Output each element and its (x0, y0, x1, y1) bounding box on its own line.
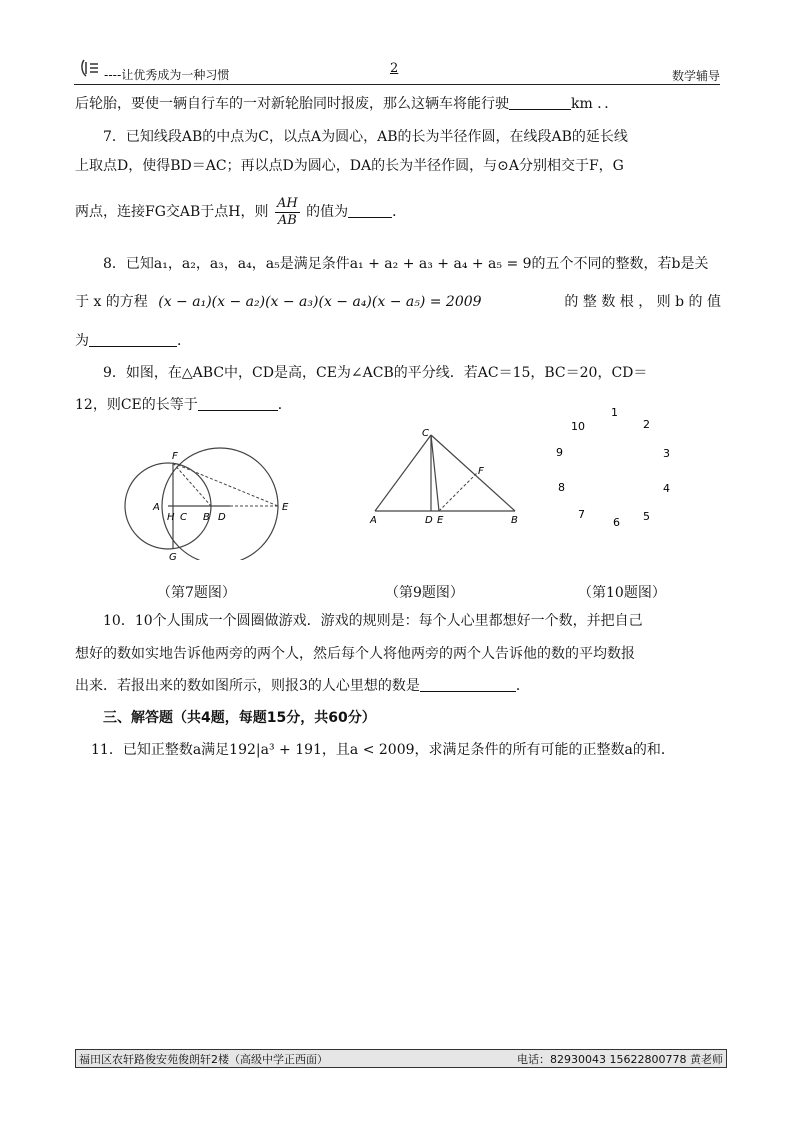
header-rule (74, 84, 720, 85)
caption-figure-7: （第7题图） (157, 585, 236, 601)
figure-10 (545, 400, 685, 535)
fig10-number: 9 (556, 446, 563, 459)
problem-10-line-1: 10．10个人围成一个圆圈做游戏．游戏的规则是：每个人心里都想好一个数，并把自己 (103, 613, 643, 629)
unit-text: km ．． (571, 96, 619, 112)
fig10-number: 4 (663, 482, 670, 495)
fig7-label: B (203, 512, 210, 523)
header-slogan: ----让优秀成为一种习惯 (104, 68, 230, 82)
fig10-number: 10 (571, 420, 585, 433)
school-logo (78, 58, 102, 78)
fig10-number: 1 (611, 406, 618, 419)
problem-8-line-1: 8．已知a₁，a₂，a₃，a₄，a₅是满足条件a₁ + a₂ + a₃ + a₄ + a₅ = 9的五个不同的整数，若b是关 (103, 256, 709, 272)
fig7-label: F (172, 451, 178, 462)
fig9-label: A (370, 515, 377, 525)
footer-bar (75, 1049, 727, 1068)
fig7-label: G (169, 552, 177, 560)
fig7-label: E (282, 502, 289, 513)
line-text: 12，则CE的长等于 (75, 397, 198, 413)
fig9-label: D (425, 515, 433, 525)
answer-blank (89, 332, 177, 347)
fig7-label: D (218, 512, 226, 523)
problem-11: 11．已知正整数a满足192|a³ + 191，且a < 2009，求满足条件的所有可能的正整数a的和． (91, 742, 675, 758)
fig7-label: H (167, 512, 175, 523)
line-text: 于 x 的方程 (75, 294, 148, 310)
line-text: 的 整 数 根 ， 则 b 的 值 (564, 294, 721, 310)
answer-blank (348, 203, 392, 218)
caption-figure-10: （第10题图） (578, 585, 666, 601)
problem-7-line-3: 两点，连接FG交AB于点H，则 $\frac{AH}{AB}$ 的值为 ． (75, 195, 407, 228)
problem-10-line-3: 出来．若报出来的数如图所示，则报3的人心里想的数是 ． (75, 678, 530, 694)
fig10-number: 2 (643, 418, 650, 431)
fraction-ah-ab (275, 196, 300, 229)
problem-7-line-1: 7．已知线段AB的中点为C，以点A为圆心，AB的长为半径作圆，在线段AB的延长线 (103, 129, 628, 145)
fig10-number: 7 (578, 508, 585, 521)
answer-blank (198, 396, 278, 411)
fig7-label: A (153, 502, 160, 513)
line-text: 出来．若报出来的数如图所示，则报3的人心里想的数是 (75, 678, 420, 694)
fig9-label: C (422, 428, 429, 439)
page-number: 2 (390, 61, 399, 76)
problem-8-line-2 (75, 293, 721, 311)
fig10-number: 3 (663, 447, 670, 460)
fig10-number: 8 (558, 481, 565, 494)
fraction-denominator: AB (277, 212, 297, 228)
equation: (x − a₁)(x − a₂)(x − a₃)(x − a₄)(x − a₅) = 2009 (158, 294, 482, 310)
line-text: 后轮胎，要使一辆自行车的一对新轮胎同时报废，那么这辆车将能行驶 (75, 96, 509, 112)
figure-9 (365, 425, 525, 525)
problem-9-line-1: 9．如图，在△ABC中，CD是高，CE为∠ACB的平分线．若AC＝15，BC＝20，CD＝ (103, 365, 648, 381)
fraction-numerator: AH (276, 195, 298, 211)
fig10-number: 6 (613, 516, 620, 529)
section-heading: 三、解答题（共4题，每题15分，共60分） (103, 710, 376, 726)
text-line (75, 95, 618, 113)
figure-7 (115, 430, 300, 560)
line-text: 两点，连接FG交AB于点H，则 (75, 204, 269, 220)
fig9-label: F (478, 466, 484, 477)
answer-blank (509, 95, 571, 110)
problem-7-line-2: 上取点D，使得BD＝AC；再以点D为圆心，DA的长为半径作圆，与⊙A分别相交于F，G (75, 158, 624, 174)
problem-9-line-2: 12，则CE的长等于 ． (75, 397, 292, 413)
problem-10-line-2: 想好的数如实地告诉他两旁的两个人，然后每个人将他两旁的两个人告诉他的数的平均数报 (75, 646, 635, 662)
fig7-label: C (180, 512, 187, 523)
answer-blank (420, 677, 516, 692)
line-text: 的值为 (306, 204, 349, 220)
footer-contact: 电话：82930043 15622800778 黄老师 (517, 1053, 723, 1066)
fig9-label: E (437, 515, 444, 525)
line-text: 为 (75, 333, 89, 349)
problem-8-line-3: 为 ． (75, 333, 191, 349)
header-subject: 数学辅导 (671, 69, 720, 83)
fig10-number: 5 (643, 510, 650, 523)
footer-address: 福田区农轩路俊安苑俊朗轩2楼（高级中学正西面） (79, 1053, 328, 1066)
fig9-label: B (511, 515, 518, 525)
caption-figure-9: （第9题图） (385, 585, 464, 601)
